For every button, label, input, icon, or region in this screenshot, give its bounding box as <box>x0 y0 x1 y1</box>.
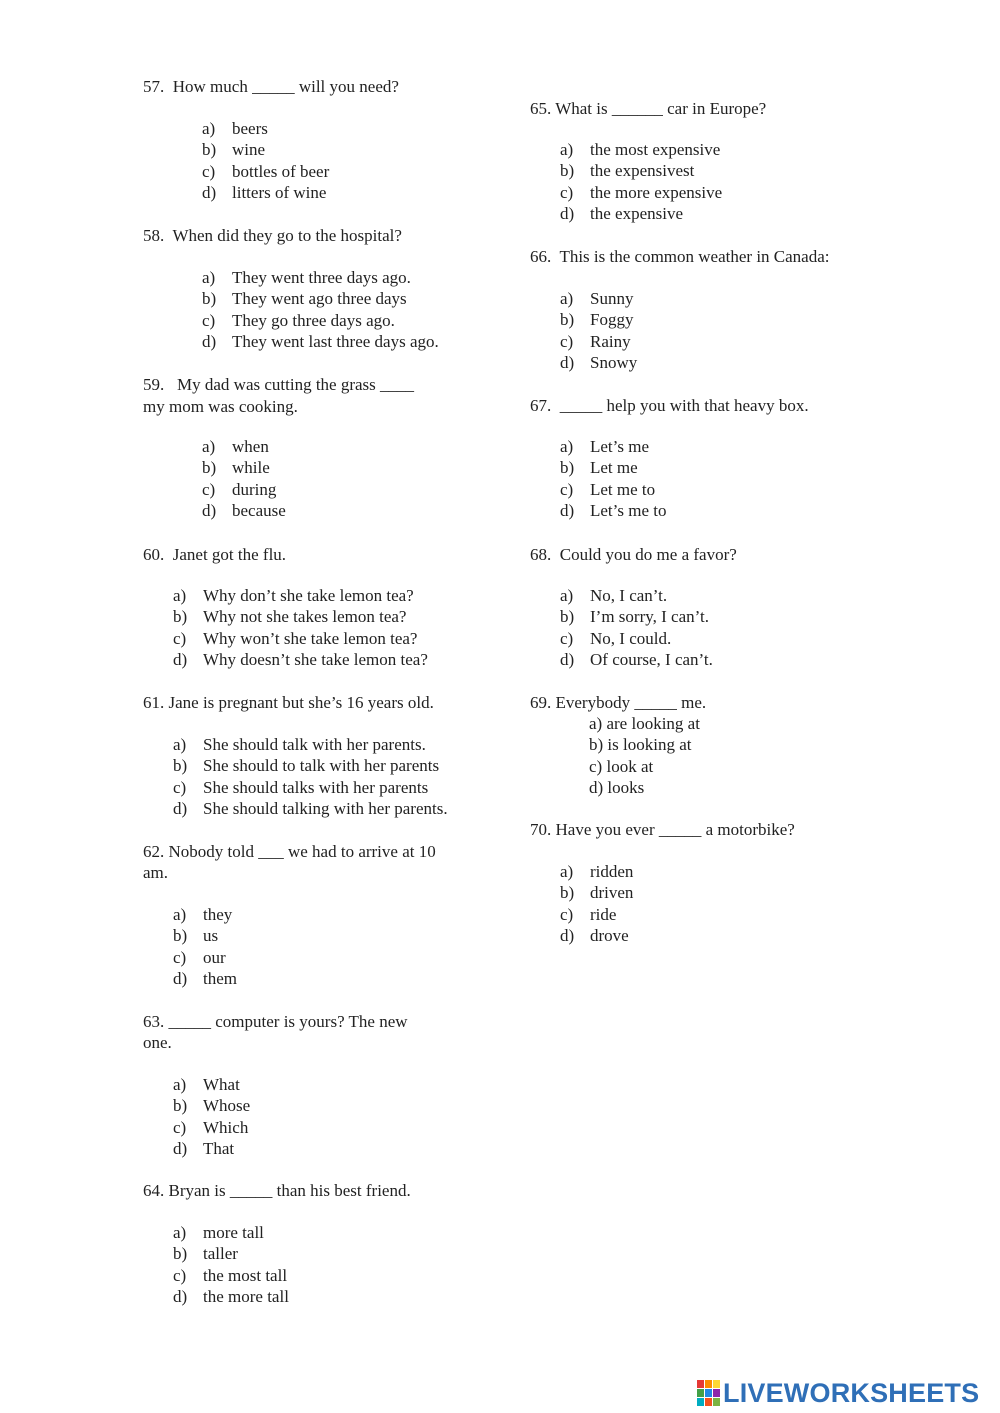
option-b[interactable]: b) is looking at <box>589 735 692 755</box>
option-list <box>560 585 713 670</box>
option-a[interactable]: a) She should talk with her parents. <box>173 735 426 754</box>
option-d[interactable]: d) Snowy <box>560 352 638 372</box>
option-c[interactable]: c) She should talks with her parents <box>173 777 429 797</box>
option-a[interactable]: a) No, I can’t. <box>560 586 668 605</box>
option-c[interactable]: c) Why won’t she take lemon tea? <box>173 628 418 648</box>
option-c[interactable]: c) Let me to <box>560 479 656 499</box>
option-list <box>173 1074 250 1159</box>
logo-square <box>697 1398 704 1406</box>
logo-square <box>713 1398 720 1406</box>
option-b[interactable]: b) Whose <box>173 1096 251 1116</box>
option-a[interactable]: a) the most expensive <box>560 140 721 159</box>
option-a[interactable]: a) What <box>173 1075 240 1094</box>
option-b[interactable]: b) us <box>173 926 219 946</box>
logo-square <box>697 1380 704 1388</box>
question-text: 65. What is ______ car in Europe? <box>530 99 767 118</box>
option-d[interactable]: d) because <box>202 500 286 520</box>
option-list <box>173 1222 289 1307</box>
question-text: 70. Have you ever _____ a motorbike? <box>530 820 795 839</box>
option-c[interactable]: c) Which <box>173 1117 249 1137</box>
question-text: 63. _____ computer is yours? The new <box>143 1012 408 1031</box>
liveworksheets-logo-icon <box>697 1380 720 1406</box>
option-d[interactable]: d) litters of wine <box>202 182 327 202</box>
question-text: 58. When did they go to the hospital? <box>143 226 402 245</box>
liveworksheets-wordmark: LIVEWORKSHEETS <box>723 1377 980 1408</box>
logo-square <box>705 1380 712 1388</box>
option-d[interactable]: d) the more tall <box>173 1286 289 1306</box>
option-c[interactable]: c) the more expensive <box>560 182 723 202</box>
option-b[interactable]: b) the expensivest <box>560 161 695 181</box>
option-d[interactable]: d) them <box>173 968 237 988</box>
option-a[interactable]: a) beers <box>202 119 268 138</box>
question-text: 57. How much _____ will you need? <box>143 77 399 96</box>
option-d[interactable]: d) drove <box>560 925 629 945</box>
option-d[interactable]: d) Why doesn’t she take lemon tea? <box>173 649 428 669</box>
option-c[interactable]: c) Rainy <box>560 331 631 351</box>
question-text: 67. _____ help you with that heavy box. <box>530 396 809 415</box>
option-list <box>202 267 439 352</box>
option-a[interactable]: a) ridden <box>560 862 634 881</box>
option-a[interactable]: a) Let’s me <box>560 437 650 456</box>
question-text-line-2: am. <box>143 863 169 882</box>
option-list <box>202 436 286 521</box>
question-text: 66. This is the common weather in Canada: <box>530 247 830 266</box>
logo-square <box>705 1389 712 1397</box>
option-a[interactable]: a) They went three days ago. <box>202 268 411 287</box>
option-a[interactable]: a) Sunny <box>560 289 634 308</box>
logo-square <box>713 1380 720 1388</box>
option-b[interactable]: b) Why not she takes lemon tea? <box>173 607 407 627</box>
option-d[interactable]: d) looks <box>589 777 645 797</box>
question-text-line-2: one. <box>143 1033 172 1052</box>
question-text: 68. Could you do me a favor? <box>530 545 737 564</box>
option-c[interactable]: c) bottles of beer <box>202 161 330 181</box>
option-b[interactable]: b) Let me <box>560 458 638 478</box>
question-text: 64. Bryan is _____ than his best friend. <box>143 1181 411 1200</box>
option-b[interactable]: b) Foggy <box>560 310 634 330</box>
liveworksheets-logo <box>697 1378 979 1408</box>
question-text: 61. Jane is pregnant but she’s 16 years old. <box>143 693 434 712</box>
option-a[interactable]: a) more tall <box>173 1223 264 1242</box>
option-d[interactable]: d) They went last three days ago. <box>202 331 439 351</box>
option-b[interactable]: b) wine <box>202 140 266 160</box>
question-text: 60. Janet got the flu. <box>143 545 287 564</box>
option-b[interactable]: b) taller <box>173 1244 238 1264</box>
option-d[interactable]: d) She should talking with her parents. <box>173 798 448 818</box>
option-a[interactable]: a) when <box>202 437 269 456</box>
option-c[interactable]: c) They go three days ago. <box>202 310 395 330</box>
option-c[interactable]: c) No, I could. <box>560 628 672 648</box>
option-c[interactable]: c) our <box>173 947 226 967</box>
option-b[interactable]: b) She should to talk with her parents <box>173 756 440 776</box>
option-list <box>560 139 722 224</box>
option-b[interactable]: b) They went ago three days <box>202 289 407 309</box>
option-d[interactable]: d) That <box>173 1138 235 1158</box>
option-d[interactable]: d) Of course, I can’t. <box>560 649 713 669</box>
option-list <box>560 436 666 521</box>
option-a[interactable]: a) Why don’t she take lemon tea? <box>173 586 414 605</box>
question-text-line-2: my mom was cooking. <box>143 397 298 416</box>
option-c[interactable]: c) the most tall <box>173 1265 288 1285</box>
option-d[interactable]: d) Let’s me to <box>560 500 667 520</box>
logo-square <box>705 1398 712 1406</box>
option-list <box>173 734 448 819</box>
question-text: 62. Nobody told ___ we had to arrive at 10 <box>143 842 436 861</box>
option-b[interactable]: b) I’m sorry, I can’t. <box>560 607 709 627</box>
question-text: 59. My dad was cutting the grass ____ <box>143 375 415 394</box>
option-c[interactable]: c) look at <box>589 756 654 776</box>
logo-square <box>697 1389 704 1397</box>
option-list <box>589 713 700 798</box>
question-text: 69. Everybody _____ me. <box>530 693 707 712</box>
logo-square <box>713 1389 720 1397</box>
option-list <box>173 904 237 989</box>
option-list <box>202 118 329 203</box>
option-list <box>173 585 428 670</box>
option-list <box>560 861 633 946</box>
option-c[interactable]: c) during <box>202 479 277 499</box>
option-list <box>560 288 637 373</box>
option-a[interactable]: a) they <box>173 905 233 924</box>
option-b[interactable]: b) driven <box>560 883 634 903</box>
option-c[interactable]: c) ride <box>560 904 617 924</box>
option-b[interactable]: b) while <box>202 458 270 478</box>
option-a[interactable]: a) are looking at <box>589 714 700 733</box>
option-d[interactable]: d) the expensive <box>560 203 683 223</box>
